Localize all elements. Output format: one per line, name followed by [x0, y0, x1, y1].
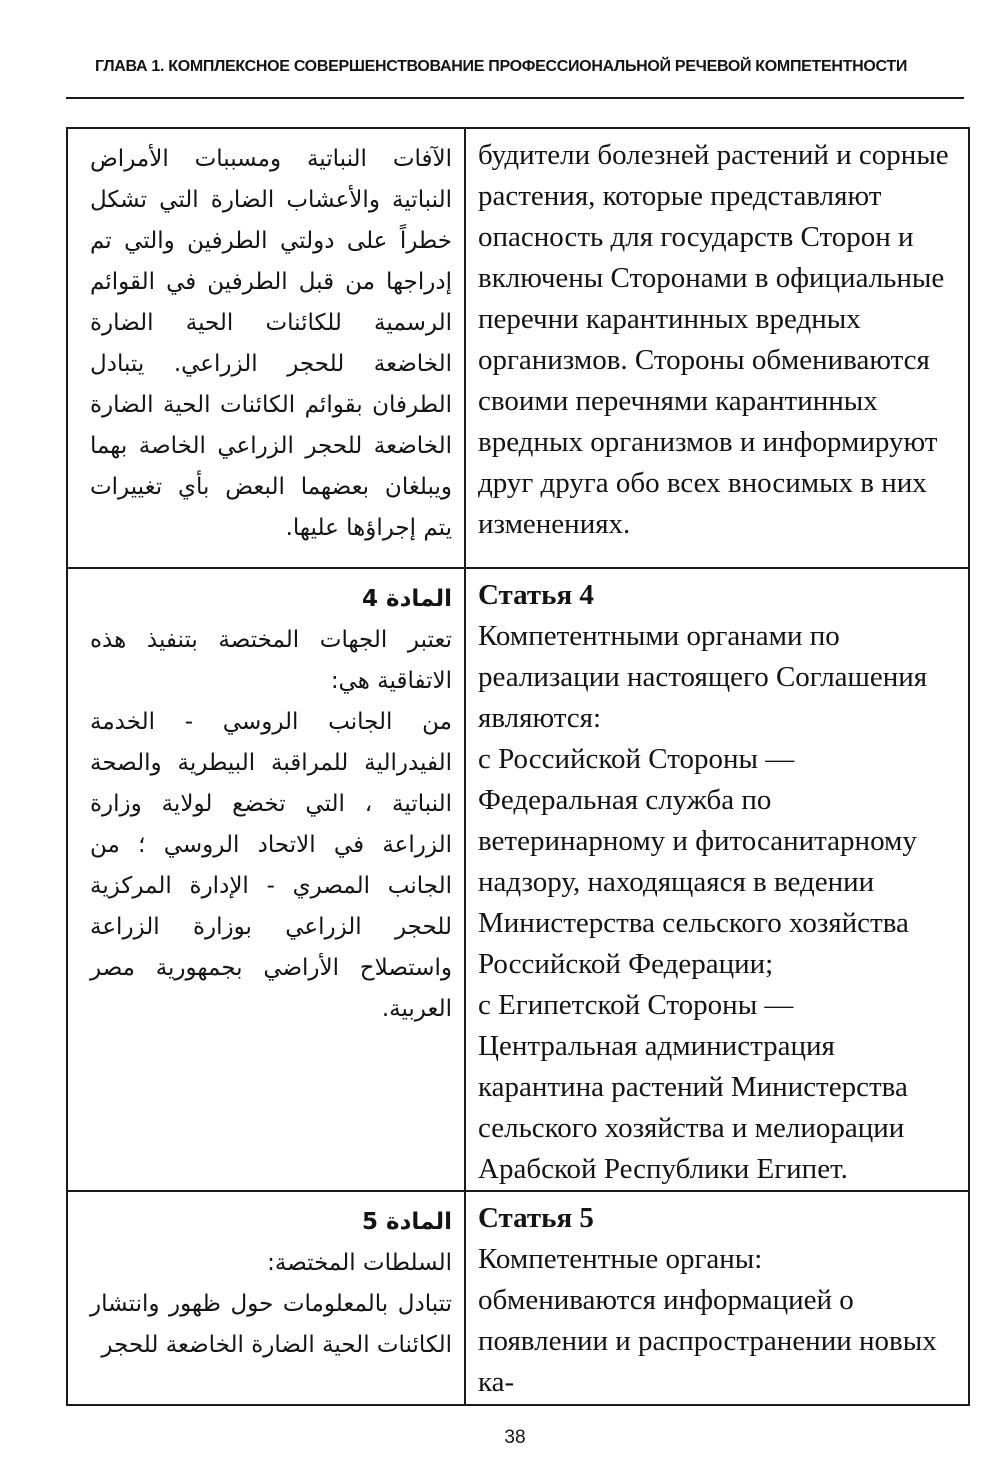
russian-article-intro: Компетентными органами по реализации настоящего Соглашения являются:	[478, 620, 928, 734]
russian-article-title: Статья 4	[478, 579, 594, 611]
table-row	[67, 1191, 969, 1405]
arabic-article-intro: تعتبر الجهات المختصة بتنفيذ هذه الاتفاقية هي:	[90, 627, 452, 694]
running-title: ГЛАВА 1. КОМПЛЕКСНОЕ СОВЕРШЕНСТВОВАНИЕ ПРОФЕССИОНАЛЬНОЙ РЕЧЕВОЙ КОМПЕТЕНТНОСТИ	[94, 58, 908, 75]
arabic-article-intro: السلطات المختصة:	[267, 1250, 452, 1276]
arabic-article-body: من الجانب الروسي - الخدمة الفيدرالية للمراقبة البيطرية والصحة النباتية ، التي تخضع لولاية وزارة الزراعة في الاتحاد الروسي ؛ من الجانب المصري - الإدارة المركزية للحجر الزراعي بوزارة الزراعة واستصلاح الأراضي بجمهورية مصر العربية.	[90, 709, 452, 1022]
arabic-paragraph: الآفات النباتية ومسببات الأمراض النباتية والأعشاب الضارة التي تشكل خطراً على دولتي الطرفين والتي تم إدراجها من قبل الطرفين في القوائم الرسمية للكائنات الحية الضارة الخاضعة للحجر الزراعي. يتبادل الطرفان بقوائم الكائنات الحية الضارة الخاضعة للحجر الزراعي الخاصة بهما ويبلغان بعضهما البعض بأي تغييرات يتم إجراؤها عليها.	[90, 146, 452, 541]
parallel-text-table	[66, 127, 970, 1406]
russian-cell	[465, 128, 969, 568]
header-rule	[66, 97, 964, 99]
arabic-cell	[67, 128, 465, 568]
russian-paragraph: будители болезней растений и сорные растения, которые представляют опасность для государств Сторон и включены Сторонами в официальные перечни карантинных вредных организмов. Стороны обмениваются своими перечнями карантинных вредных организмов и информируют друг друга обо всех вносимых в них изменениях.	[478, 139, 949, 540]
russian-article-body: обмениваются информацией о появлении и распространении новых ка-	[478, 1284, 937, 1398]
russian-cell	[465, 568, 969, 1191]
russian-cell	[465, 1191, 969, 1405]
russian-party-russia: с Российской Стороны — Федеральная служба по ветеринарному и фитосанитарному надзору, находящаяся в ведении Министерства сельского хозяйства Российской Федерации;	[478, 743, 917, 980]
russian-article-intro: Компетентные органы:	[478, 1243, 763, 1275]
arabic-cell	[67, 1191, 465, 1405]
arabic-article-title: المادة 5	[362, 1209, 452, 1235]
table-row	[67, 128, 969, 568]
russian-party-egypt: с Египетской Стороны — Центральная администрация карантина растений Министерства сельского хозяйства и мелиорации Арабской Республики Египет.	[478, 989, 908, 1185]
arabic-article-body: تتبادل بالمعلومات حول ظهور وانتشار الكائنات الحية الضارة الخاضعة للحجر	[90, 1291, 452, 1358]
russian-article-title: Статья 5	[478, 1202, 594, 1234]
page-number: 38	[504, 1427, 526, 1448]
arabic-article-title: المادة 4	[362, 586, 452, 612]
table-row	[67, 568, 969, 1191]
arabic-cell	[67, 568, 465, 1191]
